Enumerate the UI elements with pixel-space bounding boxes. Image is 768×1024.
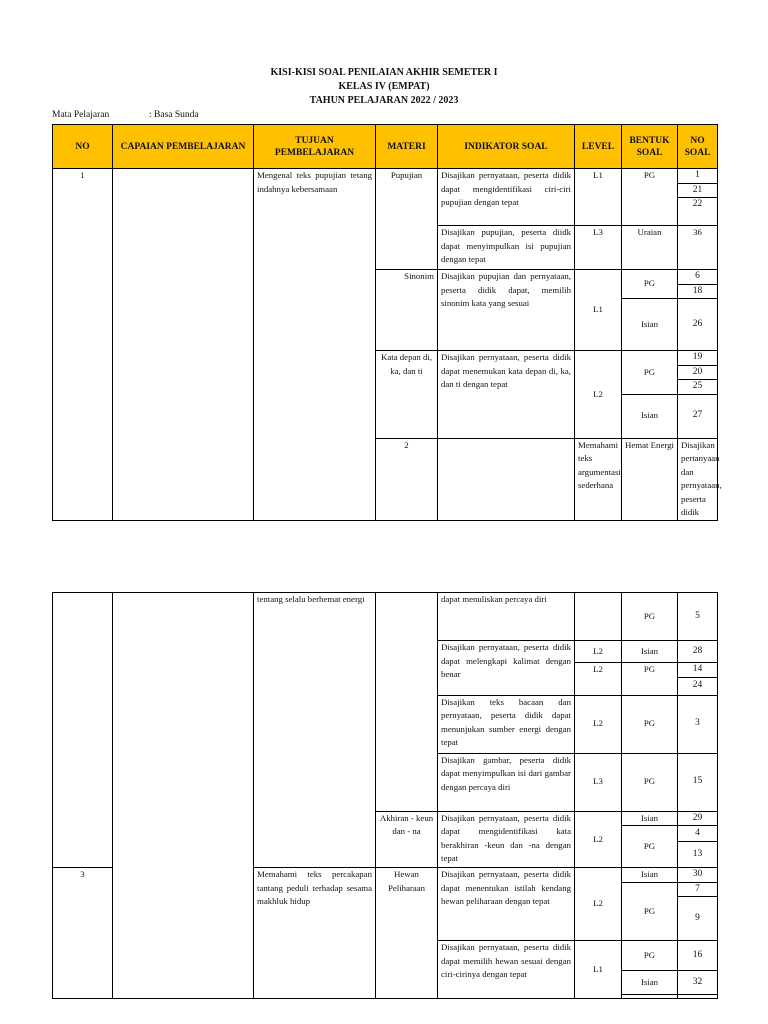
row-nosoal: 26 (678, 299, 718, 351)
row-materi (376, 593, 438, 812)
row-nosoal: 36 (678, 226, 718, 270)
row-materi: Hemat Energi (622, 438, 678, 520)
row-bentuk: Isian (622, 299, 678, 351)
row-nosoal: 14 (678, 663, 718, 678)
row-nosoal: 4 (678, 826, 718, 842)
row-bentuk: Isian (622, 868, 678, 883)
row-nosoal: 22 (678, 198, 718, 226)
row-nosoal: 32 (678, 971, 718, 995)
header-materi: MATERI (376, 125, 438, 169)
row-nosoal: 16 (678, 941, 718, 971)
row-bentuk: PG (622, 882, 678, 941)
row-level: L2 (575, 663, 622, 696)
row-nosoal: 29 (678, 811, 718, 826)
row-indikator: Disajikan pertanyaan dan pernyataan, peserta didik (678, 438, 718, 520)
row-nosoal: 24 (678, 677, 718, 695)
row-indikator: Disajikan pernyataan, peserta didik dapat melengkapi kalimat dengan benar (438, 641, 575, 696)
row-nosoal: 15 (678, 753, 718, 811)
doc-title-line-2: KELAS IV (EMPAT) (338, 81, 430, 92)
row-level: L2 (575, 641, 622, 663)
row-no (53, 593, 113, 868)
row-nosoal (678, 995, 718, 999)
row-tujuan: Memahami teks argumentasi sederhana (575, 438, 622, 520)
header-no: NO (53, 125, 113, 169)
row-indikator: Disajikan pernyataan, peserta didik dapat menentukan istilah kendang hewan peliharaan dengan tepat (438, 868, 575, 941)
row-indikator: Disajikan teks bacaan dan pernyataan, peserta didik dapat menunjukan sumber energi dengan tepat (438, 695, 575, 753)
doc-title-line-3: TAHUN PELAJARAN 2022 / 2023 (309, 95, 459, 106)
row-materi: Akhiran - keun dan - na (376, 811, 438, 868)
row-nosoal: 25 (678, 380, 718, 395)
row-bentuk: PG (622, 826, 678, 868)
row-nosoal: 27 (678, 394, 718, 438)
grid-table-page-2 (52, 592, 718, 999)
header-bentuk: BENTUK SOAL (622, 125, 678, 169)
row-bentuk: PG (622, 270, 678, 299)
row-indikator: Disajikan pernyataan, peserta didik dapat mengidentifikasi kata berakhiran -keun dan -na dengan tepat (438, 811, 575, 868)
row-nosoal: 5 (678, 593, 718, 641)
subject-meta (52, 110, 199, 120)
header-tujuan: TUJUAN PEMBELAJARAN (254, 125, 376, 169)
row-nosoal: 13 (678, 842, 718, 868)
row-indikator: Disajikan pupujian, peserta diidk dapat menyimpulkan isi pupujian dengan tepat (438, 226, 575, 270)
header-row (53, 125, 718, 169)
row-materi: Pupujian (376, 169, 438, 270)
row-indikator: Disajikan pernyataan, peserta didik dapat memilih hewan sesuai dengan ciri-cirinya dengan tepat (438, 941, 575, 999)
row-materi: Sinonim (376, 270, 438, 351)
row-materi: Kata depan di, ka, dan ti (376, 351, 438, 439)
row-bentuk: PG (622, 663, 678, 696)
row-level (575, 593, 622, 641)
row-bentuk: Isian (622, 641, 678, 663)
row-tujuan: tentang selalu berhemat energi (254, 593, 376, 868)
table-row (53, 593, 718, 641)
row-bentuk: PG (622, 593, 678, 641)
header-indikator: INDIKATOR SOAL (438, 125, 575, 169)
row-level: L3 (575, 753, 622, 811)
row-level: L3 (575, 226, 622, 270)
row-indikator: Disajikan pupujian dan pernyataan, peserta didik dapat, memilih sinonim kata yang sesuai (438, 270, 575, 351)
row-bentuk: Isian (622, 394, 678, 438)
row-no: 3 (53, 868, 113, 999)
row-bentuk: PG (622, 753, 678, 811)
row-level: L1 (575, 169, 622, 226)
row-nosoal: 28 (678, 641, 718, 663)
table-row (53, 169, 718, 184)
row-nosoal: 19 (678, 351, 718, 366)
row-tujuan: Mengenal teks pupujian tetang indahnya kebersamaan (254, 169, 376, 521)
row-capaian (438, 438, 575, 520)
row-indikator: Disajikan pernyataan, peserta didik dapat menemukan kata depan di, ka, dan ti dengan tepat (438, 351, 575, 439)
row-nosoal: 20 (678, 365, 718, 380)
row-no: 2 (376, 438, 438, 520)
row-bentuk: Isian (622, 811, 678, 826)
row-nosoal: 9 (678, 897, 718, 941)
row-bentuk: PG (622, 169, 678, 226)
row-level: L2 (575, 351, 622, 439)
row-nosoal: 7 (678, 882, 718, 897)
row-indikator: Disajikan pernyataan, peserta didik dapat mengidentifikasi ciri-ciri pupujian dengan tepat (438, 169, 575, 226)
row-capaian (113, 593, 254, 999)
subject-label: Mata Pelajaran (52, 110, 110, 120)
row-materi: Hewan Peliharaan (376, 868, 438, 999)
row-bentuk: PG (622, 351, 678, 395)
subject-value: : Basa Sunda (149, 110, 199, 120)
header-nosoal: NO SOAL (678, 125, 718, 169)
row-nosoal: 6 (678, 270, 718, 285)
row-level: L2 (575, 695, 622, 753)
grid-table-page-1 (52, 124, 722, 521)
header-level: LEVEL (575, 125, 622, 169)
row-indikator: Disajikan gambar, peserta didik dapat menyimpulkan isi dari gambar dengan percaya diri (438, 753, 575, 811)
header-capaian: CAPAIAN PEMBELAJARAN (113, 125, 254, 169)
row-nosoal: 30 (678, 868, 718, 883)
row-capaian (113, 169, 254, 521)
row-nosoal: 3 (678, 695, 718, 753)
row-no: 1 (53, 169, 113, 521)
row-nosoal: 1 (678, 169, 718, 184)
row-level: L2 (575, 811, 622, 868)
row-bentuk: PG (622, 695, 678, 753)
row-bentuk: Uraian (622, 226, 678, 270)
row-level: L2 (575, 868, 622, 941)
row-bentuk: PG (622, 941, 678, 971)
doc-title-line-1: KISI-KISI SOAL PENILAIAN AKHIR SEMETER I (270, 67, 498, 78)
row-bentuk: Isian (622, 971, 678, 995)
row-level: L1 (575, 270, 622, 351)
row-indikator: dapat menuliskan percaya diri (438, 593, 575, 641)
row-level: L1 (575, 941, 622, 999)
row-nosoal: 21 (678, 183, 718, 198)
row-tujuan: Memahami teks percakapan tantang peduli terhadap sesama makhluk hidup (254, 868, 376, 999)
row-bentuk (622, 995, 678, 999)
row-nosoal: 18 (678, 284, 718, 299)
